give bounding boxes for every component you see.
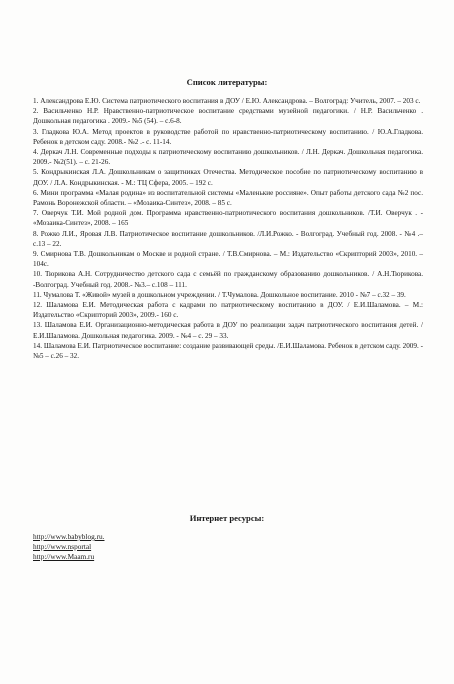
web-link-maam[interactable]: http://www.Maam.ru [33, 551, 95, 561]
bibliography-item: 11. Чумалова Т. «Живой» музей в дошкольном учреждении. / Т.Чумалова. Дошкольное воспитание. 2010 - №7 – с.32 – 39. [33, 290, 406, 299]
bibliography-item: 6. Мини программа «Малая родина» из воспитательной системы «Маленькие россияне». Опыт работы детского сада №2 пос. Рамонь Воронежской области. – «Мозаика-Синтез», 2008. – 85 с. [33, 188, 423, 208]
bibliography-item: 4. Деркач Л.Н. Современные подходы к патриотическому воспитанию дошкольников. / Л.Н. Деркач. Дошкольная педагогика. 2009.- №2(51). – с. 21-26. [33, 148, 423, 167]
bibliography-item: 12. Шаламова Е.И. Методическая работа с кадрами по патриотическому воспитанию в ДОУ. / Е.И.Шаламова. – М.: Издательство «Скрипторий 2003», 2009.- 160 с. [33, 301, 423, 320]
bibliography-item: 2. Васильченко Н.Р. Нравственно-патриотическое воспитание средствами музейной педагогики. / Н.Р. Васильченко . Дошкольная педагогика . 2009.- №5 (54). – с.6-8. [33, 107, 423, 126]
internet-resources-title: Интернет ресурсы: [189, 513, 265, 523]
bibliography-list [33, 96, 423, 361]
bibliography-item: 5. Кондрыкинская Л.А. Дошкольникам о защитниках Отечества. Методическое пособие по патриотическому воспитанию в ДОУ. / Л.А. Кондрыкинская. - М.: ТЦ Сфера, 2005. – 192 с. [33, 168, 423, 187]
web-link-nsportal[interactable]: http://www.nsportal [33, 541, 92, 551]
web-link-babyblog[interactable]: http://www.babyblog.ru. [33, 532, 105, 541]
internet-resources-list [33, 532, 104, 562]
bibliography-item: 13. Шаламова Е.И. Организационно-методическая работа в ДОУ по реализации задач патриотического воспитания детей. / Е.И.Шаламова. Дошкольная педагогика. 2009. - №4 – с. 29 – 33. [33, 321, 423, 340]
bibliography-item: 14. Шаламова Е.И. Патриотическое воспитание: создание развивающей среды. /Е.И.Шаламова. Ребенок в детском саду. 2009. - №5 – с.26 – 32. [33, 341, 423, 361]
bibliography-title: Список литературы: [186, 77, 268, 87]
bibliography-item: 1. Александрова Е.Ю. Система патриотического воспитания в ДОУ / Е.Ю. Александрова. – Волгоград: Учитель, 2007. – 203 с. [33, 97, 421, 105]
bibliography-item: 3. Гладкова Ю.А. Метод проектов в руководстве работой по нравственно-патриотическому воспитанию. / Ю.А.Гладкова. Ребенок в детском саду. 2008.- №2 .- с. 11-14. [33, 127, 423, 146]
bibliography-item: 10. Тюрикова А.Н. Сотрудничество детского сада с семьёй по гражданскому образованию дошкольников. / А.Н.Тюрикова. -Волгоград. Учебный год. 2008.- №3.– с.108 – 111. [33, 270, 423, 289]
bibliography-item: 9. Смирнова Т.В. Дошкольникам о Москве и родной стране. / Т.В.Смирнова. – М.: Издательство «Скрипторий 2003», 2010. – 104с. [33, 250, 423, 269]
bibliography-item: 7. Оверчук Т.И. Мой родной дом. Программа нравственно-патриотического воспитания дошкольников. /Т.И. Оверчук . - «Мозаика-Синтез», 2008. – 165 [33, 209, 423, 228]
bibliography-item: 8. Рожко Л.И., Яровая Л.В. Патриотическое воспитание дошкольников. /Л.И.Рожко. - Волгоград. Учебный год. 2008. - №4 .– с.13 – 22. [33, 229, 423, 248]
